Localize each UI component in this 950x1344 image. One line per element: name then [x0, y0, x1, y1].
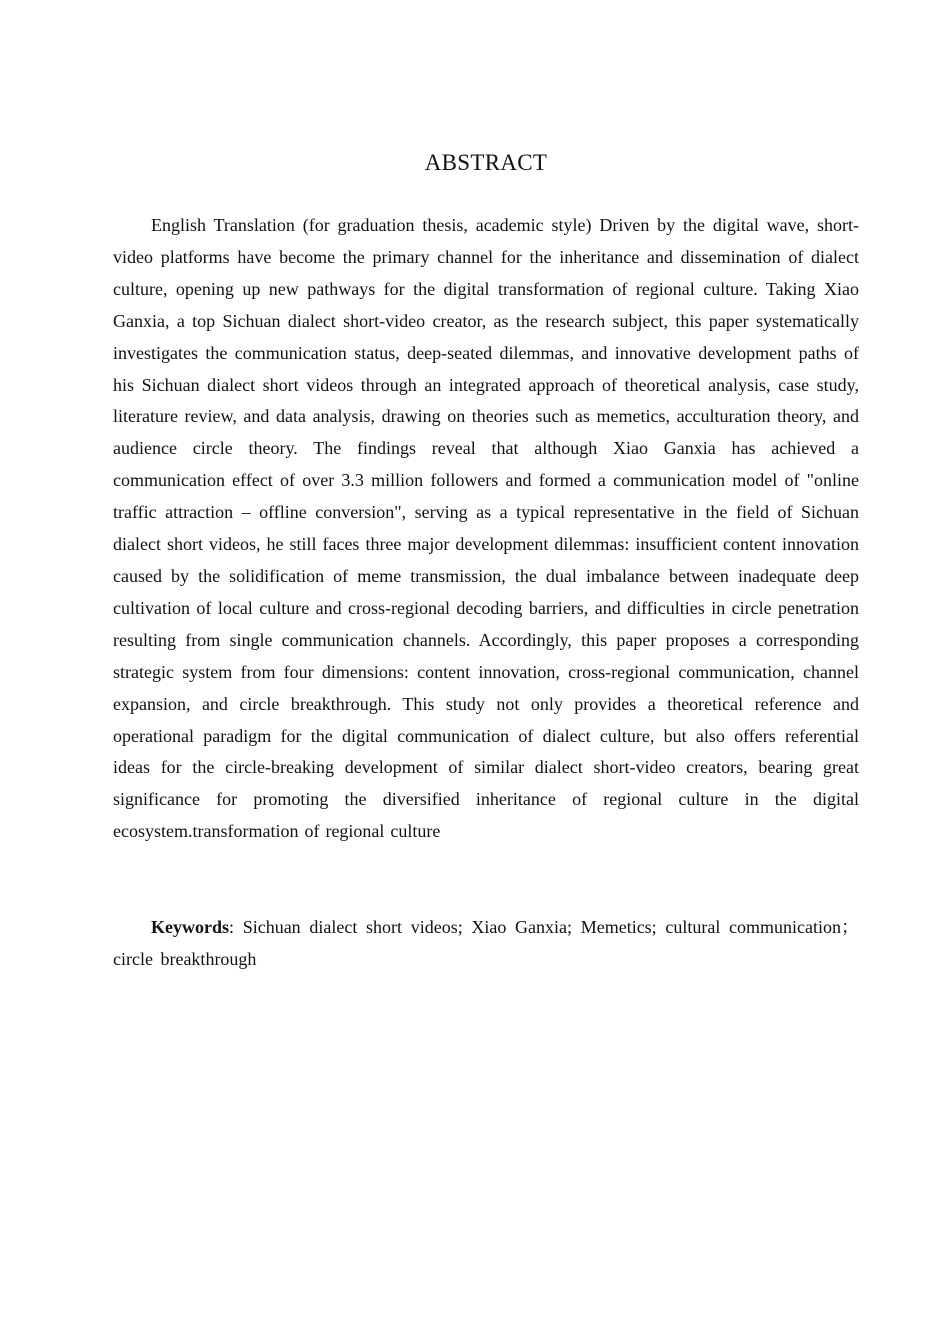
keywords-separator: : [229, 917, 235, 937]
keywords-list: Sichuan dialect short videos; Xiao Ganxia; Memetics; cultural communication；circle breakthrough [113, 917, 859, 969]
keywords-label: Keywords [151, 917, 229, 937]
keywords-paragraph [113, 912, 859, 976]
abstract-body: English Translation (for graduation thesis, academic style) Driven by the digital wave, short-video platforms have become the primary channel for the inheritance and dissemination of dialect culture, opening up new pathways for the digital transformation of regional culture. Taking Xiao Ganxia, a top Sichuan dialect short-video creator, as the research subject, this paper systematically investigates the communication status, deep-seated dilemmas, and innovative development paths of his Sichuan dialect short videos through an integrated approach of theoretical analysis, case study, literature review, and data analysis, drawing on theories such as memetics, acculturation theory, and audience circle theory. The findings reveal that although Xiao Ganxia has achieved a communication effect of over 3.3 million followers and formed a communication model of "online traffic attraction – offline conversion", serving as a typical representative in the field of Sichuan dialect short videos, he still faces three major development dilemmas: insufficient content innovation caused by the solidification of meme transmission, the dual imbalance between inadequate deep cultivation of local culture and cross-regional decoding barriers, and difficulties in circle penetration resulting from single communication channels. Accordingly, this paper proposes a corresponding strategic system from four dimensions: content innovation, cross-regional communication, channel expansion, and circle breakthrough. This study not only provides a theoretical reference and operational paradigm for the digital communication of dialect culture, but also offers referential ideas for the circle-breaking development of similar dialect short-video creators, bearing great significance for promoting the diversified inheritance of regional culture in the digital ecosystem.transformation of regional culture [113, 215, 859, 842]
abstract-title: ABSTRACT [424, 150, 548, 175]
